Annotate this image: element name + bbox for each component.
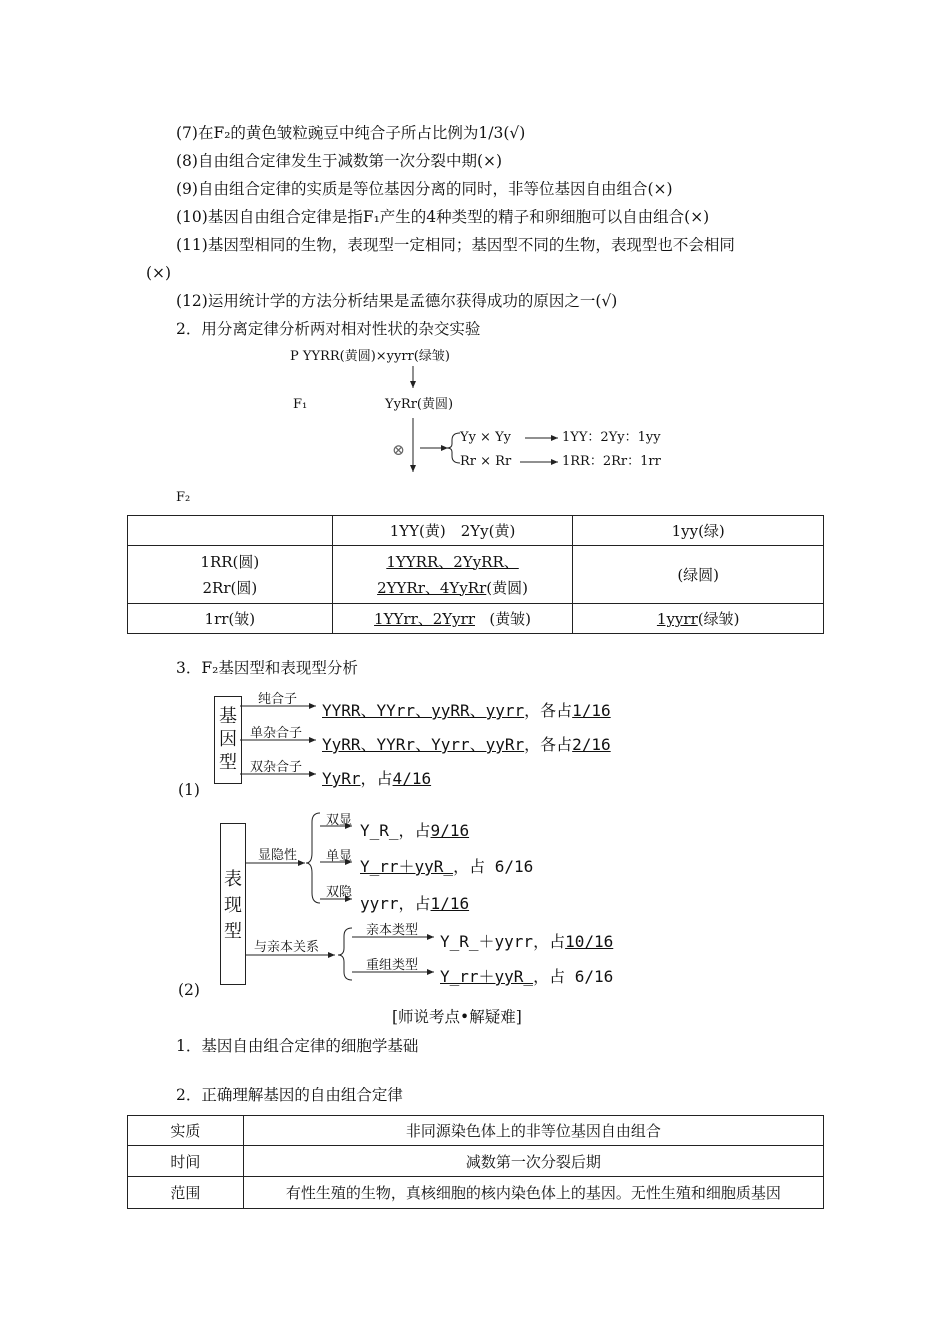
parental-each: ，占: [533, 932, 566, 951]
judgment-7: (7)在F₂的黄色皱粒豌豆中纯合子所占比例为1/3(√): [176, 124, 526, 142]
double-dom-label: 双显: [326, 813, 353, 828]
single-het-line: [322, 732, 611, 755]
row-round-rr: 1RR(圆): [200, 552, 260, 571]
point-2: 2．正确理解基因的自由组合定律: [176, 1086, 403, 1104]
row-wrinkled: 1rr(皱): [128, 604, 333, 634]
single-het-value: YyRR、YYRr、Yyrr、yyRr: [322, 735, 525, 754]
law-table: [127, 1115, 824, 1209]
cross-rr-result: 1RR：2Rr：1rr: [562, 454, 661, 469]
parental-value: Y_R_＋yyrr: [440, 932, 534, 951]
recombinant-each: ，占 6/16: [533, 967, 614, 986]
yellow-round-cell: [332, 546, 573, 604]
judgment-9: (9)自由组合定律的实质是等位基因分离的同时，非等位基因自由组合(×): [176, 180, 673, 198]
double-het-frac: 4/16: [392, 769, 432, 788]
phenotype-char-2: 现: [224, 895, 242, 916]
cross-rr: Rr × Rr: [460, 454, 512, 469]
yellow-wrinkled-cell: [332, 604, 573, 634]
double-het-value: YyRr: [322, 769, 361, 788]
section2-heading: 2．用分离定律分析两对相对性状的杂交实验: [176, 320, 481, 338]
phenotype-char-1: 表: [224, 869, 242, 890]
f1-genotype: YyRr(黄圆): [385, 397, 454, 412]
judgment-11: (11)基因型相同的生物，表现型一定相同；基因型不同的生物，表现型也不会相同: [176, 236, 735, 254]
phenotype-char-3: 型: [224, 921, 242, 942]
single-dom-line: [360, 854, 533, 877]
parent-relation-label: 与亲本关系: [254, 940, 320, 955]
yellow-wrinkled-phenotype: (黄皱): [489, 610, 532, 628]
single-dom-label: 单显: [326, 849, 353, 864]
homozygous-frac: 1/16: [572, 701, 611, 720]
recombinant-type-label: 重组类型: [366, 958, 419, 973]
double-dom-frac: 9/16: [430, 821, 470, 840]
judgment-10: (10)基因自由组合定律是指F₁产生的4种类型的精子和卵细胞可以自由组合(×): [176, 208, 710, 226]
double-rec-line: [360, 891, 469, 914]
single-het-frac: 2/16: [572, 735, 611, 754]
yellow-round-genotypes-2: 2YYRr、4YyRr: [377, 578, 487, 597]
part2-label: (2): [178, 981, 200, 999]
cross-yy-result: 1YY：2Yy：1yy: [562, 430, 661, 445]
f2-table: [127, 515, 824, 634]
cross-yy: Yy × Yy: [460, 430, 512, 445]
f2-label: F₂: [176, 490, 191, 505]
judgment-11-result: (×): [146, 264, 172, 282]
green-wrinkled-phenotype: (绿皱): [697, 610, 740, 628]
single-het-each: ，各占: [524, 735, 573, 754]
yellow-round-phenotype: (黄圆): [486, 578, 528, 597]
teacher-heading: [师说考点•解疑难]: [392, 1008, 522, 1026]
single-het-label: 单杂合子: [250, 726, 303, 741]
section3-heading: 3．F₂基因型和表现型分析: [176, 659, 358, 677]
part1-label: (1): [178, 781, 200, 799]
genotype-char-2: 因: [219, 729, 237, 750]
point-1: 1．基因自由组合定律的细胞学基础: [176, 1037, 419, 1055]
double-dom-line: [360, 818, 469, 841]
row-round: [128, 546, 333, 604]
double-rec-each: ，占: [398, 894, 431, 913]
double-dom-each: ，占: [398, 821, 431, 840]
double-rec-frac: 1/16: [430, 894, 470, 913]
header-green: 1yy(绿): [573, 516, 824, 546]
essence-value: 非同源染色体上的非等位基因自由组合: [243, 1116, 823, 1146]
dominance-label: 显隐性: [258, 848, 298, 863]
yellow-round-genotypes-1: 1YYRR、2YyRR、: [386, 552, 519, 571]
phenotype-box: [220, 823, 246, 985]
recombinant-line: [440, 964, 613, 987]
judgment-8: (8)自由组合定律发生于减数第一次分裂中期(×): [176, 152, 503, 170]
parental-line: [440, 929, 613, 952]
homozygous-value: YYRR、YYrr、yyRR、yyrr: [322, 701, 525, 720]
green-round-cell: (绿圆): [573, 546, 824, 604]
double-het-line: [322, 766, 431, 789]
parental-frac: 10/16: [565, 932, 614, 951]
homozygous-each: ，各占: [524, 701, 573, 720]
green-wrinkled-genotype: 1yyrr: [656, 610, 698, 628]
homozygous-label: 纯合子: [258, 692, 298, 707]
judgment-12: (12)运用统计学的方法分析结果是孟德尔获得成功的原因之一(√): [176, 292, 618, 310]
single-dom-each: ，占 6/16: [453, 857, 534, 876]
timing-value: 减数第一次分裂后期: [243, 1146, 823, 1177]
green-wrinkled-cell: [573, 604, 824, 634]
double-dom-value: Y_R_: [360, 821, 399, 840]
essence-key: 实质: [128, 1116, 244, 1146]
header-yellow: 1YY(黄) 2Yy(黄): [332, 516, 573, 546]
scope-key: 范围: [128, 1177, 244, 1209]
parent-cross: P YYRR(黄圆)×yyrr(绿皱): [290, 349, 450, 364]
double-rec-value: yyrr: [360, 894, 399, 913]
single-dom-value: Y_rr＋yyR_: [360, 857, 454, 876]
genotype-box: [214, 696, 242, 784]
double-rec-label: 双隐: [326, 885, 353, 900]
scope-value: 有性生殖的生物，真核细胞的核内染色体上的基因。无性生殖和细胞质基因: [243, 1177, 823, 1209]
timing-key: 时间: [128, 1146, 244, 1177]
row-round-rr2: 2Rr(圆): [202, 578, 258, 597]
recombinant-value: Y_rr＋yyR_: [440, 967, 534, 986]
genotype-char-3: 型: [219, 752, 237, 773]
yellow-wrinkled-genotypes: 1YYrr、2Yyrr: [374, 610, 475, 628]
homozygous-line: [322, 698, 611, 721]
self-cross-icon: ⊗: [392, 441, 405, 459]
double-het-label: 双杂合子: [250, 760, 303, 775]
double-het-each: ，占: [360, 769, 393, 788]
genotype-char-1: 基: [219, 706, 237, 727]
table-corner: [128, 516, 333, 546]
f1-label: F₁: [293, 397, 308, 412]
parental-type-label: 亲本类型: [366, 923, 419, 938]
